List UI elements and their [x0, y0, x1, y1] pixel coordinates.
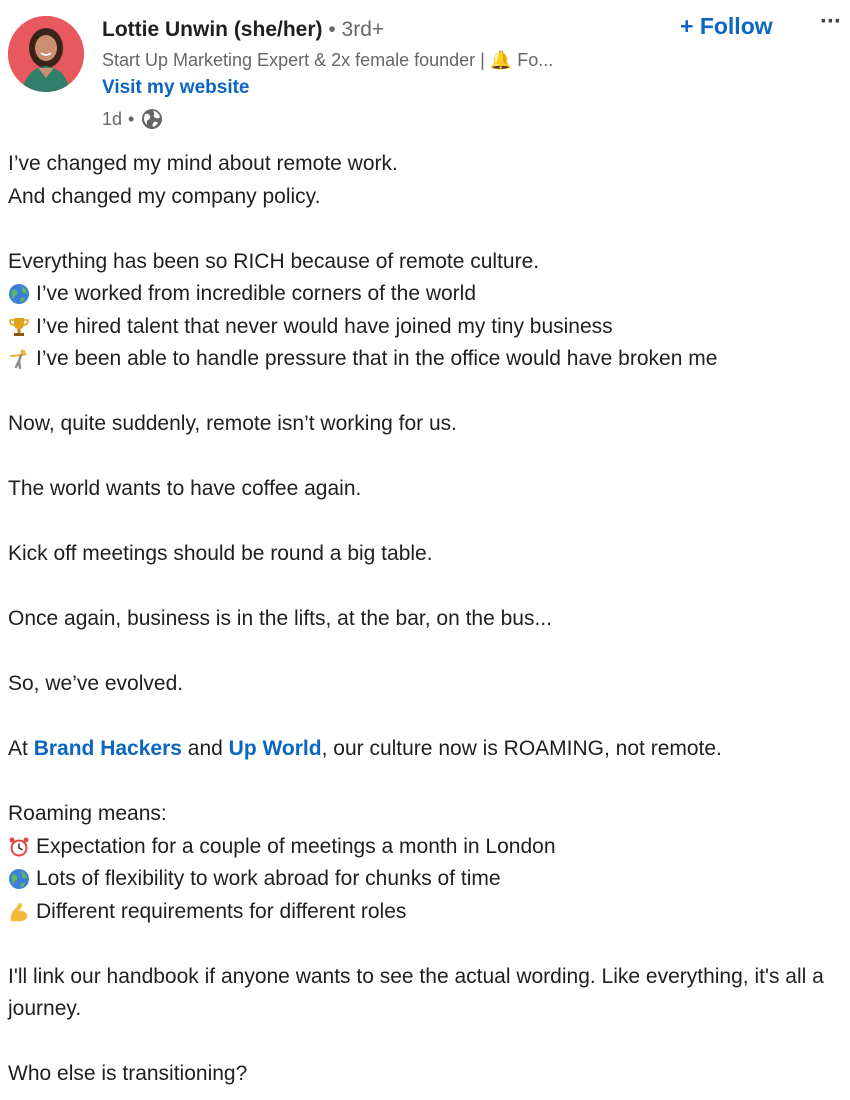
post-line: So, we’ve evolved.	[8, 672, 184, 695]
name-separator: •	[322, 18, 342, 41]
globe-emoji-icon	[8, 868, 30, 890]
list-item: Expectation for a couple of meetings a month in London	[8, 831, 844, 864]
post-line-mentions: At Brand Hackers and Up World, our culture now is ROAMING, not remote.	[8, 737, 722, 760]
post-line: Kick off meetings should be round a big table.	[8, 542, 433, 565]
globe-emoji-icon	[8, 283, 30, 305]
list-item: I’ve hired talent that never would have joined my tiny business	[8, 311, 844, 344]
connection-degree: 3rd+	[341, 18, 385, 41]
post-body	[8, 148, 844, 1091]
profile-photo	[8, 16, 84, 92]
author-name[interactable]: Lottie Unwin (she/her)	[102, 18, 323, 41]
author-headline: Start Up Marketing Expert & 2x female founder | 🔔 Fo...	[102, 50, 554, 70]
post-meta	[102, 106, 164, 132]
globe-icon	[140, 107, 164, 131]
list-item: I’ve been able to handle pressure that in the office would have broken me	[8, 343, 844, 376]
visit-website-link[interactable]: Visit my website	[102, 77, 250, 98]
post-line: And changed my company policy.	[8, 184, 321, 208]
alarm-clock-emoji-icon	[8, 836, 30, 858]
post-line: I’ve changed my mind about remote work.	[8, 152, 398, 175]
meta-separator: •	[128, 109, 135, 129]
post-line: Once again, business is in the lifts, at the bar, on the bus...	[8, 607, 552, 630]
mention-brand-hackers[interactable]: Brand Hackers	[33, 737, 182, 760]
post-line: Who else is transitioning?	[8, 1062, 248, 1085]
post-line: The world wants to have coffee again.	[8, 477, 362, 500]
post-time: 1d	[102, 109, 123, 129]
list-item: Different requirements for different roles	[8, 896, 844, 929]
gymnast-emoji-icon	[8, 348, 30, 370]
trophy-emoji-icon	[8, 316, 30, 338]
flexed-biceps-emoji-icon	[8, 901, 30, 923]
follow-button[interactable]: + Follow	[680, 13, 773, 39]
post-line: Now, quite suddenly, remote isn’t working for us.	[8, 412, 457, 435]
mention-up-world[interactable]: Up World	[228, 737, 322, 760]
list-item: I’ve worked from incredible corners of the world	[8, 278, 844, 311]
post-line: Everything has been so RICH because of remote culture.	[8, 249, 540, 273]
more-options-icon[interactable]: ···	[820, 8, 841, 35]
list-item: Lots of flexibility to work abroad for chunks of time	[8, 863, 844, 896]
post-line: I'll link our handbook if anyone wants to see the actual wording. Like everything, it's all a journey.	[8, 964, 824, 1020]
post-line: Roaming means:	[8, 802, 167, 825]
avatar[interactable]	[8, 16, 84, 92]
author-name-line	[102, 16, 384, 44]
